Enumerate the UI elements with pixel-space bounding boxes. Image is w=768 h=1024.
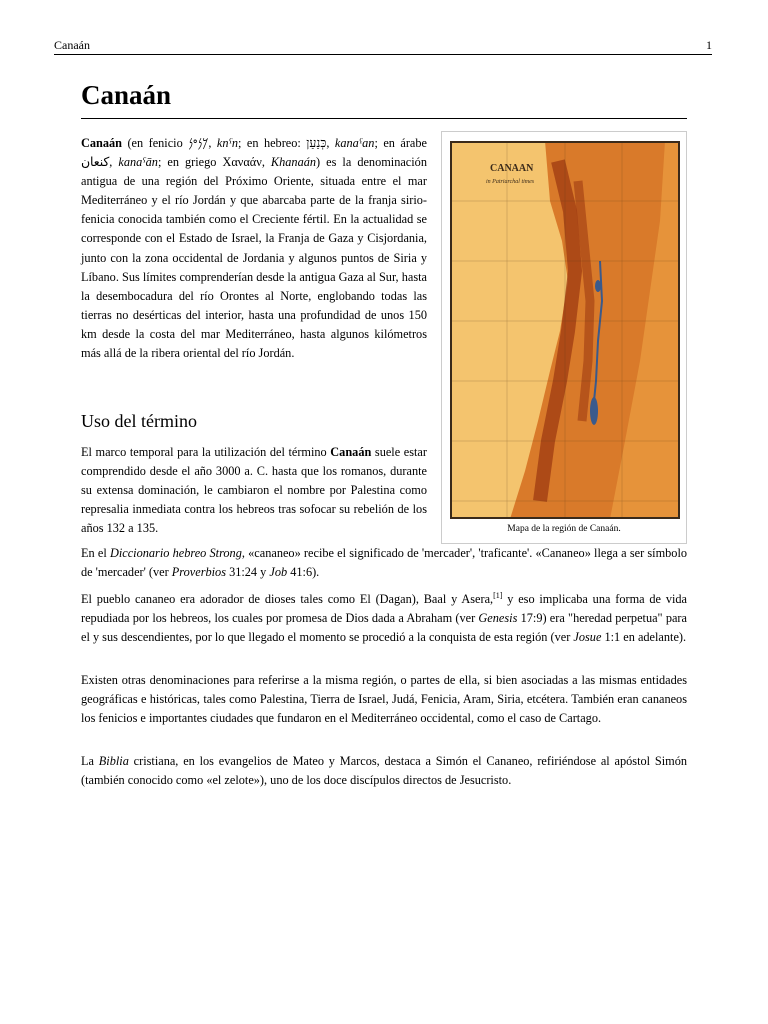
pueblo-paragraph: El pueblo cananeo era adorador de dioses tales como El (Dagan), Baal y Asera,[1] y eso implicaba una forma de vida repudiada por los hebreos, los cuales por promesa de Dios dada a Abraham (ver Genesis 17:9) era "heredad perpetua" para el y sus descendientes, por lo que llegado el momento se procedió a la conquista de esta región (ver Josue 1:1 en adelante). (81, 590, 687, 645)
page-number: 1 (706, 38, 712, 52)
running-header (54, 38, 712, 55)
map-figure (441, 131, 687, 544)
running-title: Canaán (54, 38, 90, 52)
title-divider (81, 118, 687, 119)
arabic-script: كنعان (81, 155, 110, 170)
dictionary-paragraph: En el Diccionario hebreo Strong, «cananeo» recibe el significado de 'mercader', 'traficante'. «Cananeo» llega a ser símbolo de 'mercader' (ver Proverbios 31:24 y Job 41:6). (81, 546, 688, 580)
biblia-paragraph: La Biblia cristiana, en los evangelios de Mateo y Marcos, destaca a Simón el Cananeo, refiriéndose al apóstol Simón (también conocido como «el zelote»), uno de los doce discípulos directos de Jesucristo. (81, 754, 687, 788)
map-title: CANAAN (490, 163, 534, 174)
hebrew-script: כְּנַעַן (306, 136, 327, 150)
intro-term: Canaán (81, 136, 123, 150)
map-subtitle: in Patriarchal times (486, 179, 535, 185)
map-sea-of-galilee (595, 280, 601, 292)
figure-caption: Mapa de la región de Canaán. (507, 524, 621, 534)
footnote-link[interactable]: [1] (493, 590, 503, 600)
canaan-map-image (450, 141, 680, 519)
map-dead-sea (590, 397, 598, 425)
greek-script: Χαναάν (222, 155, 262, 170)
phoenician-script: 𐤊𐤍𐤏𐤍 (188, 136, 209, 150)
otras-denominaciones-paragraph: Existen otras denominaciones para referirse a la misma región, o partes de ella, si bien asociadas a las mismas entidades geográficas e históricas, tales como Palestina, Tierra de Israel, Judá, Fenicia, Aram, Siria, etcétera. También eran cananeos los fenicios e importantes ciudades que fundaron en el Mediterráneo occidental, como el caso de Cartago. (81, 673, 687, 726)
section-heading-uso: Uso del término (81, 411, 197, 431)
uso-paragraph: El marco temporal para la utilización del término Canaán suele estar comprendido desde el año 3000 a. C. hasta que los romanos, durante su extensa dominación, le cambiaron el nombre por Palestina como represalia inmediata contra los hebreos tras sofocar su rebelión de los años 132 a 135. (81, 445, 427, 536)
page-title: Canaán (81, 80, 172, 110)
intro-paragraph: Canaán (en fenicio 𐤊𐤍𐤏𐤍, knˁn; en hebreo: כְּנַעַן, kanaˁan; en árabe كنعان, kanaˁān; en griego Χαναάν, Khanaán) es la denominación antigua de una región del Próximo Oriente, situada entre el mar Mediterráneo y el río Jordán y que abarcaba parte de la franja sirio-fenicia conocida también como el Creciente fértil. En la actualidad se corresponde con el Estado de Israel, la Franja de Gaza y Cisjordania, junto con la zona occidental de Jordania y algunos puntos de Siria y Líbano. Sus límites comprenderían desde la antigua Gaza al Sur, hasta la desembocadura del río Orontes al Norte, englobando todas las tierras no desérticas del interior, hasta una profundidad de unos 150 km desde la costa del mar Mediterráneo, hasta algunos kilómetros más allá de la ribera oriental del río Jordán. (81, 136, 427, 361)
